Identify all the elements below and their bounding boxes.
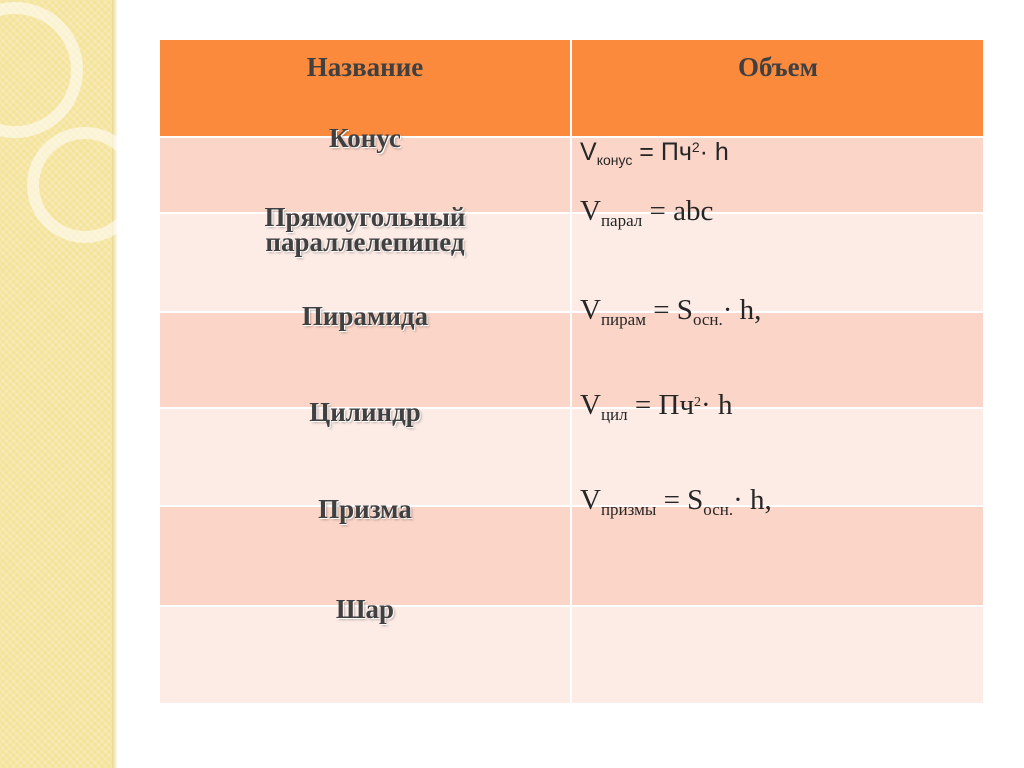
shape-name-sphere: Шар [335,594,395,624]
formula-body: abc [673,195,714,227]
formula-sup: 2 [691,139,700,155]
formula-tail: · h [701,389,733,421]
formula-v: V [580,195,601,227]
formula-eq: = Пч [627,389,695,421]
column-divider [570,40,572,703]
formula-cylinder [580,389,732,425]
formula-v: V [580,484,601,516]
formula-eq: = S [656,484,704,516]
formula-body: Пч [660,138,692,166]
shape-name-box-line2: параллелепипед [265,227,465,257]
formula-sup: 2 [694,395,702,410]
formula-pyramid [580,294,761,330]
formula-v: V [580,138,597,166]
formula-eq: = [632,138,661,166]
formula-sub: конус [596,152,633,168]
formula-box [580,195,713,231]
formula-prism [580,484,772,520]
formula-eq: = [642,195,674,227]
formula-v: V [580,294,601,326]
formula-tail: · h, [722,294,762,326]
formula-sub: осн. [703,500,734,519]
shape-name-prism: Призма [318,494,412,524]
decorative-rings [0,0,120,300]
formula-eq: = S [645,294,693,326]
shape-name-box-line1: Прямоугольный [264,202,466,232]
formula-sub: цил [600,405,628,424]
formula-sub: парал [600,211,643,230]
volume-table [160,40,983,703]
formula-sub: призмы [600,500,657,519]
formula-cone [580,138,729,168]
header-name: Название [306,52,424,82]
formula-sub: пирам [600,310,646,329]
shape-name-cylinder: Цилиндр [309,397,421,427]
formula-tail: · h, [733,484,772,516]
formula-v: V [580,389,601,421]
header-volume: Объем [738,52,818,82]
shape-name-cone: Конус [329,123,401,153]
formula-tail: · h [699,138,729,166]
shape-name-pyramid: Пирамида [301,301,429,331]
formula-sub: осн. [692,310,723,329]
